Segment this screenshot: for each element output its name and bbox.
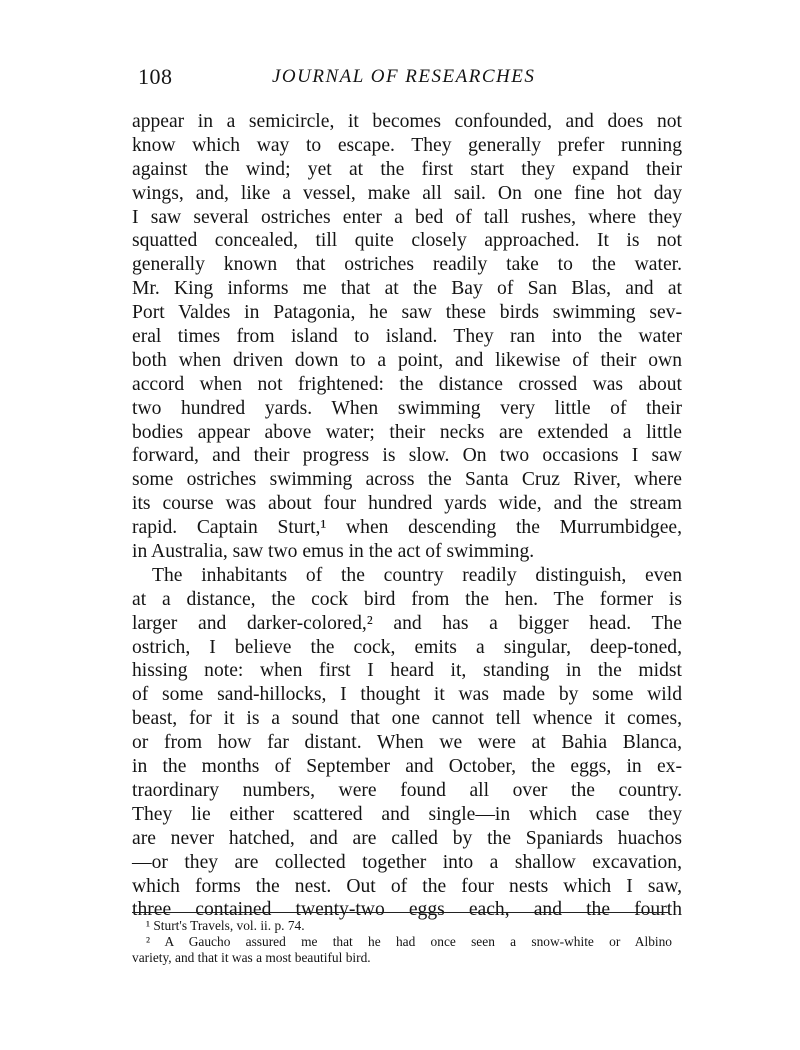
text-line: forward, and their progress is slow. On two occasions I saw — [132, 445, 682, 467]
text-line: ostrich, I believe the cock, emits a singular, deep-toned, — [132, 636, 682, 658]
text-line: bodies appear above water; their necks are extended a little — [132, 421, 682, 443]
text-line: They lie either scattered and single—in which case they — [132, 803, 682, 825]
text-line: hissing note: when first I heard it, standing in the midst — [132, 660, 682, 682]
text-line: against the wind; yet at the first start they expand their — [132, 158, 682, 180]
paragraph-end-line: in Australia, saw two emus in the act of swimming. — [132, 541, 535, 563]
text-line: both when driven down to a point, and likewise of their own — [132, 349, 682, 371]
text-line: are never hatched, and are called by the Spaniards huachos — [132, 827, 682, 849]
text-line: its course was about four hundred yards wide, and the stream — [132, 493, 682, 515]
footnote-rule — [132, 912, 668, 913]
text-line: wings, and, like a vessel, make all sail. On one fine hot day — [132, 182, 682, 204]
text-line: eral times from island to island. They ran into the water — [132, 326, 682, 348]
text-line: of some sand-hillocks, I thought it was made by some wild — [132, 684, 682, 706]
text-line: which forms the nest. Out of the four nests which I saw, — [132, 875, 682, 897]
text-line: Port Valdes in Patagonia, he saw these birds swimming sev- — [132, 302, 682, 324]
page-number: 108 — [138, 64, 173, 89]
footnotes — [132, 918, 672, 966]
text-line: some ostriches swimming across the Santa Cruz River, where — [132, 469, 682, 491]
text-line: accord when not frightened: the distance crossed was about — [132, 373, 682, 395]
text-line: larger and darker-colored,² and has a bigger head. The — [132, 612, 682, 634]
text-line: two hundred yards. When swimming very little of their — [132, 397, 682, 419]
text-line: generally known that ostriches readily take to the water. — [132, 254, 682, 276]
body-text — [132, 110, 682, 922]
text-line: at a distance, the cock bird from the hen. The former is — [132, 588, 682, 610]
text-line: squatted concealed, till quite closely approached. It is not — [132, 230, 682, 252]
footnote-2-continued: variety, and that it was a most beautiful bird. — [132, 950, 371, 965]
text-line: in the months of September and October, the eggs, in ex- — [132, 756, 682, 778]
text-line: know which way to escape. They generally prefer running — [132, 134, 682, 156]
text-line: —or they are collected together into a shallow excavation, — [132, 851, 682, 873]
text-line: three contained twenty-two eggs each, and the fourth — [132, 899, 682, 921]
text-line: or from how far distant. When we were at Bahia Blanca, — [132, 732, 682, 754]
paragraph-start-line: The inhabitants of the country readily distinguish, even — [152, 564, 682, 586]
running-head: JOURNAL OF RESEARCHES — [272, 66, 536, 87]
text-line: rapid. Captain Sturt,¹ when descending the Murrumbidgee, — [132, 517, 682, 539]
footnote-1: ¹ Sturt's Travels, vol. ii. p. 74. — [146, 918, 305, 933]
footnote-2: ² A Gaucho assured me that he had once seen a snow-white or Albino — [146, 934, 672, 949]
text-line: traordinary numbers, were found all over the country. — [132, 779, 682, 801]
page-header — [132, 62, 682, 92]
text-line: beast, for it is a sound that one cannot tell whence it comes, — [132, 708, 682, 730]
text-line: I saw several ostriches enter a bed of tall rushes, where they — [132, 206, 682, 228]
text-line: Mr. King informs me that at the Bay of San Blas, and at — [132, 278, 682, 300]
text-line: appear in a semicircle, it becomes confounded, and does not — [132, 111, 682, 132]
